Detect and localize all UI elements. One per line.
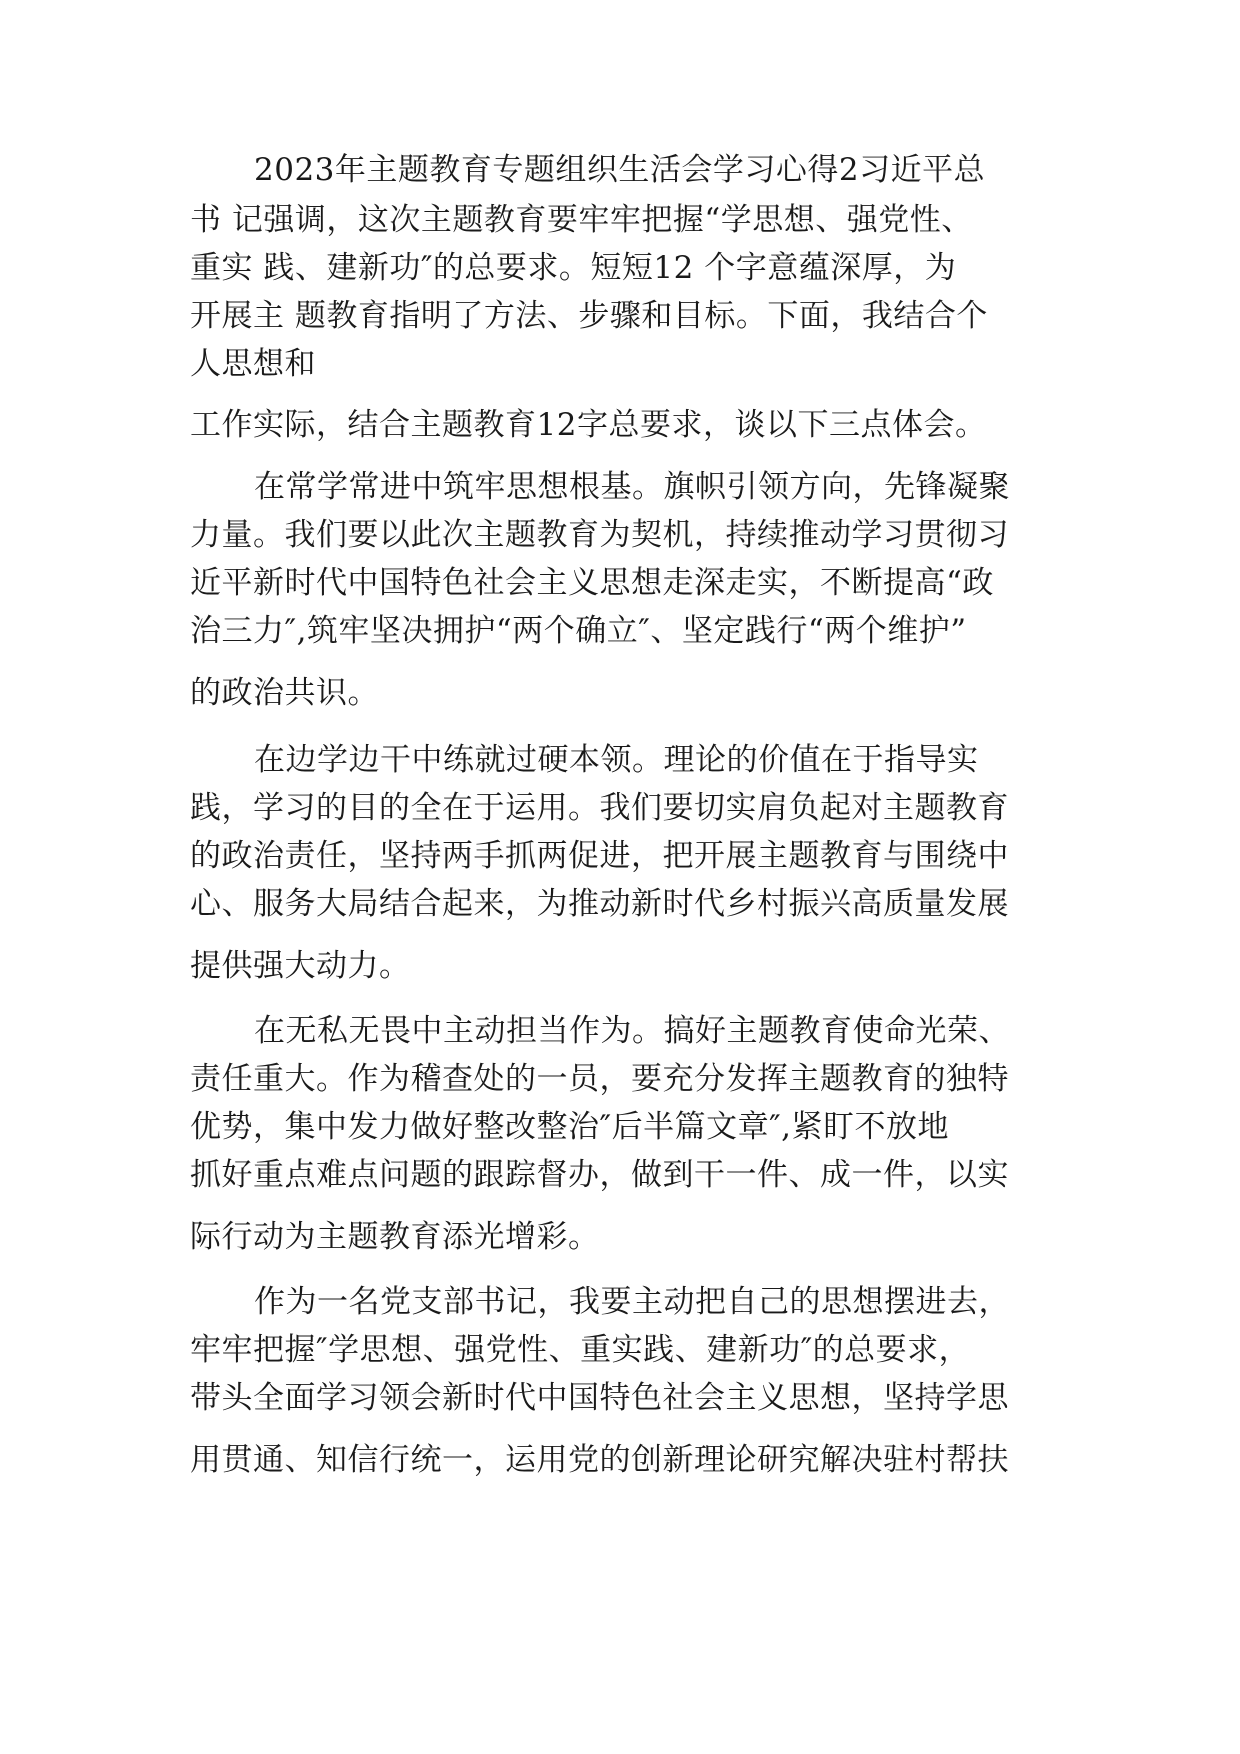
paragraph-2-line-5: 的政治共识。 (190, 675, 379, 711)
paragraph-4-line-2: 责任重大。作为稽查处的一员，要充分发挥主题教育的独特 (190, 1061, 1009, 1097)
paragraph-1-line-4: 开展主 题教育指明了方法、步骤和目标。下面，我结合个 (190, 298, 988, 334)
paragraph-4-line-4: 抓好重点难点问题的跟踪督办，做到干一件、成一件，以实 (190, 1157, 1009, 1193)
paragraph-1-line-2: 书 记强调，这次主题教育要牢牢把握“学思想、强党性、 (190, 202, 973, 238)
paragraph-2-line-2: 力量。我们要以此次主题教育为契机，持续推动学习贯彻习 (190, 517, 1009, 553)
paragraph-4-line-5: 际行动为主题教育添光增彩。 (190, 1219, 600, 1255)
paragraph-5-line-4: 用贯通、知信行统一，运用党的创新理论研究解决驻村帮扶 (190, 1442, 1009, 1478)
paragraph-3-line-1: 在边学边干中练就过硬本领。理论的价值在于指导实 (254, 742, 979, 778)
paragraph-1-line-3: 重实 践、建新功″的总要求。短短12 个字意蕴深厚，为 (190, 250, 957, 286)
paragraph-4-line-3: 优势，集中发力做好整改整治″后半篇文章″,紧盯不放地 (190, 1109, 950, 1145)
paragraph-5-line-1: 作为一名党支部书记，我要主动把自己的思想摆进去， (254, 1284, 1010, 1320)
paragraph-1-line-6: 工作实际，结合主题教育12字总要求，谈以下三点体会。 (190, 407, 987, 443)
paragraph-1-line-5: 人思想和 (190, 346, 316, 382)
paragraph-4-line-1: 在无私无畏中主动担当作为。搞好主题教育使命光荣、 (254, 1013, 1010, 1049)
paragraph-2-line-1: 在常学常进中筑牢思想根基。旗帜引领方向，先锋凝聚 (254, 469, 1010, 505)
paragraph-2-line-3: 近平新时代中国特色社会主义思想走深走实，不断提高“政 (190, 565, 994, 601)
paragraph-3-line-3: 的政治责任，坚持两手抓两促进，把开展主题教育与围绕中 (190, 838, 1009, 874)
paragraph-3-line-2: 践，学习的目的全在于运用。我们要切实肩负起对主题教育 (190, 790, 1009, 826)
paragraph-3-line-5: 提供强大动力。 (190, 948, 411, 984)
paragraph-5-line-3: 带头全面学习领会新时代中国特色社会主义思想，坚持学思 (190, 1380, 1009, 1416)
paragraph-2-line-4: 治三力″,筑牢坚决拥护“两个确立″、坚定践行“两个维护” (190, 613, 967, 649)
paragraph-1-line-1: 2023年主题教育专题组织生活会学习心得2习近平总 (254, 152, 986, 188)
paragraph-3-line-4: 心、服务大局结合起来，为推动新时代乡村振兴高质量发展 (190, 886, 1009, 922)
paragraph-5-line-2: 牢牢把握″学思想、强党性、重实践、建新功″的总要求， (190, 1332, 971, 1368)
